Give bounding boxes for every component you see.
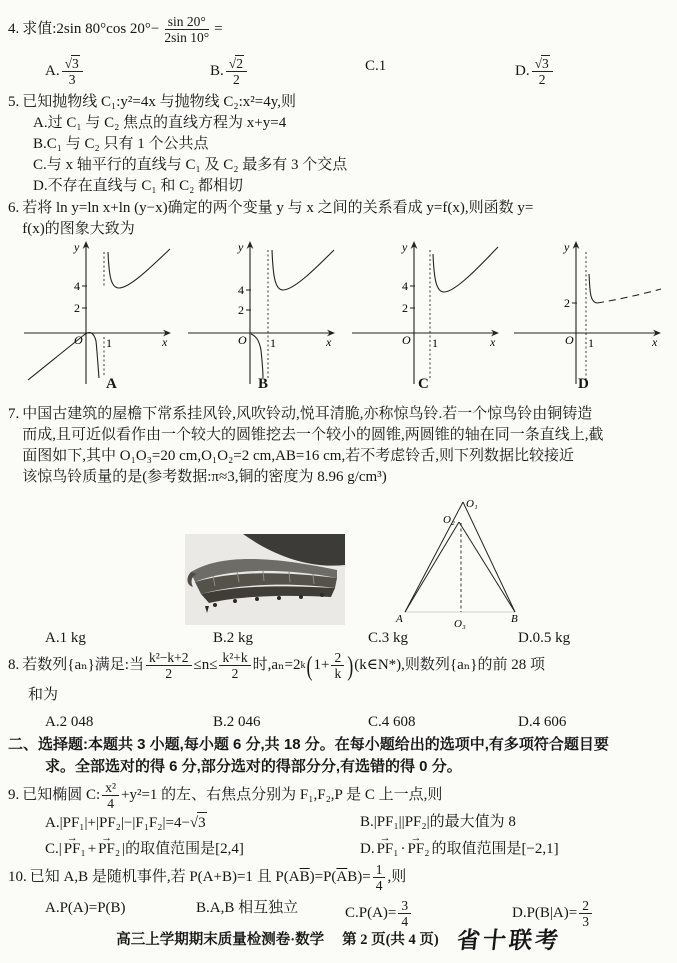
q10-stem: 10. 已知 A,B 是随机事件,若 P(A+B)=1 且 P(A $\overline{B}$ )=P( $\overline{A}$ B)= $\frac{1}{4}$ ,则 bbox=[8, 862, 407, 894]
q4-equals: = bbox=[214, 21, 223, 38]
fraction: $\frac{3}{4}$ bbox=[398, 898, 411, 929]
league-logo: 省十联考 bbox=[455, 928, 563, 953]
option-value: 1 bbox=[378, 58, 387, 74]
q10-option-d: D.P(B|A)= $\frac{2}{3}$ bbox=[512, 898, 594, 929]
q7-option-b: B.2 kg bbox=[213, 630, 254, 646]
q9-option-b: B. |PF₁||PF₂|的最大值为 8 bbox=[360, 814, 516, 830]
q7-option-a: A.1 kg bbox=[45, 630, 86, 646]
q5-number: 5. bbox=[8, 94, 20, 110]
fraction: $\frac{\text{x²}}{4}$ bbox=[102, 780, 119, 811]
fraction: $\frac{√3}{2}$ bbox=[532, 56, 553, 87]
svg-text:1: 1 bbox=[270, 336, 276, 350]
svg-text:x: x bbox=[652, 335, 658, 349]
section-2-header: 二、选择题:本题共 3 小题,每小题 6 分,共 18 分。在每小题给出的选项中,有多项符合题目要 求。全部选对的得 6 分,部分选对的得部分分,有选错的得 0 分。 bbox=[8, 736, 609, 775]
svg-text:2: 2 bbox=[74, 301, 80, 315]
svg-text:1: 1 bbox=[588, 336, 594, 350]
question-7 bbox=[8, 404, 671, 488]
vector: → PF₁ bbox=[64, 838, 86, 860]
question-4 bbox=[8, 14, 671, 45]
q5-option-b: B.C₁ 与 C₂ 只有 1 个公共点 bbox=[33, 136, 209, 152]
vector: → PF₁ bbox=[377, 838, 399, 860]
q8-option-b: B.2 046 bbox=[213, 714, 261, 730]
svg-text:O: O bbox=[565, 333, 574, 347]
q5-option-a: A.过 C₁ 与 C₂ 焦点的直线方程为 x+y=4 bbox=[33, 115, 287, 131]
eave-photo bbox=[185, 534, 345, 625]
q6-number: 6. bbox=[8, 200, 20, 216]
svg-text:A: A bbox=[396, 613, 403, 625]
svg-text:4: 4 bbox=[402, 279, 408, 293]
question-5 bbox=[8, 92, 671, 197]
page-footer bbox=[0, 930, 677, 951]
fraction: $\frac{\text{k²+k}}{2}$ bbox=[219, 650, 250, 681]
q9-stem: 9. 已知椭圆 C: $\frac{\text{x²}}{4}$ +y²=1 的左、右焦点分别为 F₁,F₂,P 是 C 上一点,则 bbox=[8, 780, 443, 812]
fraction: $\frac{1}{4}$ bbox=[373, 862, 386, 893]
q10-options bbox=[0, 898, 677, 934]
option-label: A. bbox=[45, 63, 60, 80]
q8-option-a: A.2 048 bbox=[45, 714, 94, 730]
q4-text: 求值:2sin 80°cos 20°− bbox=[22, 21, 160, 38]
svg-text:1: 1 bbox=[432, 336, 438, 350]
svg-text:O: O bbox=[402, 333, 411, 347]
option-label: D. bbox=[515, 63, 530, 80]
fraction: $\frac{\sin 20^\circ}{2\sin 10^\circ}$ bbox=[164, 14, 210, 46]
q9-option-a: A. |PF₁|+|PF₂|−|F₁F₂|=4− √ 3 bbox=[45, 812, 207, 834]
q7-option-c: C.3 kg bbox=[368, 630, 409, 646]
svg-text:2: 2 bbox=[402, 301, 408, 315]
q8-number: 8. bbox=[8, 657, 20, 674]
svg-text:O₁: O₁ bbox=[466, 498, 478, 510]
fraction: $\frac{2}{3}$ bbox=[579, 898, 592, 929]
q4-option-d bbox=[515, 56, 555, 87]
svg-text:y: y bbox=[238, 240, 244, 254]
vector-arrow-icon: → bbox=[410, 832, 422, 844]
fraction: $\frac{√3}{3}$ bbox=[62, 56, 83, 87]
svg-text:y: y bbox=[564, 240, 570, 254]
svg-text:B: B bbox=[511, 613, 518, 625]
q8-stem: 8. 若数列{aₙ}满足:当 $\frac{\text{k²−k+2}}{2}$ ≤n≤ $\frac{\text{k²+k}}{2}$ 时,aₙ=2 k ( 1+ $\frac{2}{k}$ ) (k∈N*),则数列{aₙ}的前 28 项 bbox=[8, 650, 545, 682]
q5-option-c: C.与 x 轴平行的直线与 C₁ 及 C₂ 最多有 3 个交点 bbox=[33, 157, 348, 173]
q9-option-d: D. → PF₁ · → PF₂ 的取值范围是[−2,1] bbox=[360, 838, 559, 860]
svg-text:y: y bbox=[74, 240, 80, 254]
fraction: $\frac{\text{k²−k+2}}{2}$ bbox=[146, 650, 192, 681]
q10-option-c: C.P(A)= $\frac{3}{4}$ bbox=[345, 898, 413, 929]
graph-option-a bbox=[22, 238, 174, 388]
svg-text:4: 4 bbox=[238, 283, 244, 297]
svg-text:O: O bbox=[74, 333, 83, 347]
question-10 bbox=[8, 862, 671, 893]
q10-number: 10. bbox=[8, 869, 27, 886]
vector-arrow-icon: → bbox=[379, 832, 391, 844]
q6-stem: 若将 ln y=ln x+ln (y−x)确定的两个变量 y 与 x 之间的关系看成 y=f(x),则函数 y= f(x)的图象大致为 bbox=[22, 200, 534, 237]
question-8 bbox=[8, 650, 671, 706]
q8-option-d: D.4 606 bbox=[518, 714, 567, 730]
question-9 bbox=[8, 780, 671, 811]
q10-option-b: B.A,B 相互独立 bbox=[196, 900, 299, 916]
svg-text:x: x bbox=[162, 335, 168, 349]
footer-title: 高三上学期期末质量检测卷·数学 bbox=[116, 932, 325, 948]
q4-option-c bbox=[365, 56, 386, 77]
fraction: $\frac{√2}{2}$ bbox=[226, 56, 247, 87]
q5-stem: 已知抛物线 C₁:y²=4x 与抛物线 C₂:x²=4y,则 bbox=[22, 94, 296, 110]
q7-stem: 中国古建筑的屋檐下常系挂风铃,风吹铃动,悦耳清脆,亦称惊鸟铃.若一个惊鸟铃由铜铸造 而成,且可近似看作由一个较大的圆锥挖去一个较小的圆锥,两圆锥的轴在同一条直线上,截 面图如下,其中 O₁O₃=20 cm,O₁O₂=2 cm,AB=16 cm,若不考虑铃舌,则下列数据比较接近 该惊鸟铃质量的是(参考数据:π≈3,铜的密度为 8.96 g/cm³) bbox=[22, 406, 604, 485]
question-6 bbox=[8, 198, 671, 240]
svg-text:1: 1 bbox=[106, 336, 112, 350]
q9-option-c: C. | → PF₁ + → PF₂ |的取值范围是[2,4] bbox=[45, 838, 244, 860]
svg-text:y: y bbox=[402, 240, 408, 254]
vector-arrow-icon: → bbox=[66, 832, 78, 844]
graph-label-c: C bbox=[418, 376, 429, 392]
q9-number: 9. bbox=[8, 787, 20, 804]
graph-option-b bbox=[186, 238, 338, 388]
option-label: C. bbox=[365, 58, 379, 74]
svg-text:2: 2 bbox=[564, 296, 570, 310]
q7-option-d: D.0.5 kg bbox=[518, 630, 571, 646]
vector: → PF₂ bbox=[98, 838, 120, 860]
svg-text:x: x bbox=[490, 335, 496, 349]
graph-option-d bbox=[512, 238, 664, 388]
q4-options bbox=[0, 56, 677, 94]
q7-number: 7. bbox=[8, 406, 20, 422]
q4-option-b bbox=[210, 56, 249, 87]
graph-label-a: A bbox=[106, 376, 117, 392]
option-label: B. bbox=[210, 63, 224, 80]
q8-option-c: C.4 608 bbox=[368, 714, 416, 730]
q4-stem bbox=[8, 14, 671, 45]
q4-option-a bbox=[45, 56, 85, 87]
cone-diagram bbox=[395, 496, 525, 632]
svg-text:4: 4 bbox=[74, 279, 80, 293]
vector-arrow-icon: → bbox=[101, 832, 113, 844]
footer-page-number: 第 2 页(共 4 页) bbox=[342, 932, 439, 948]
fraction: $\frac{2}{k}$ bbox=[331, 650, 344, 681]
svg-text:O₃: O₃ bbox=[454, 618, 466, 630]
q5-option-d: D.不存在直线与 C₁ 和 C₂ 都相切 bbox=[33, 178, 244, 194]
q4-number: 4. bbox=[8, 21, 20, 38]
svg-text:x: x bbox=[326, 335, 332, 349]
q8-stem-line2: 和为 bbox=[28, 687, 59, 704]
svg-text:2: 2 bbox=[238, 303, 244, 317]
svg-text:O₂: O₂ bbox=[443, 514, 455, 526]
graph-option-c bbox=[350, 238, 502, 388]
graph-label-d: D bbox=[578, 376, 589, 392]
svg-text:O: O bbox=[238, 333, 247, 347]
q10-option-a: A.P(A)=P(B) bbox=[45, 900, 126, 916]
vector: → PF₂ bbox=[408, 838, 430, 860]
graph-label-b: B bbox=[258, 376, 269, 392]
